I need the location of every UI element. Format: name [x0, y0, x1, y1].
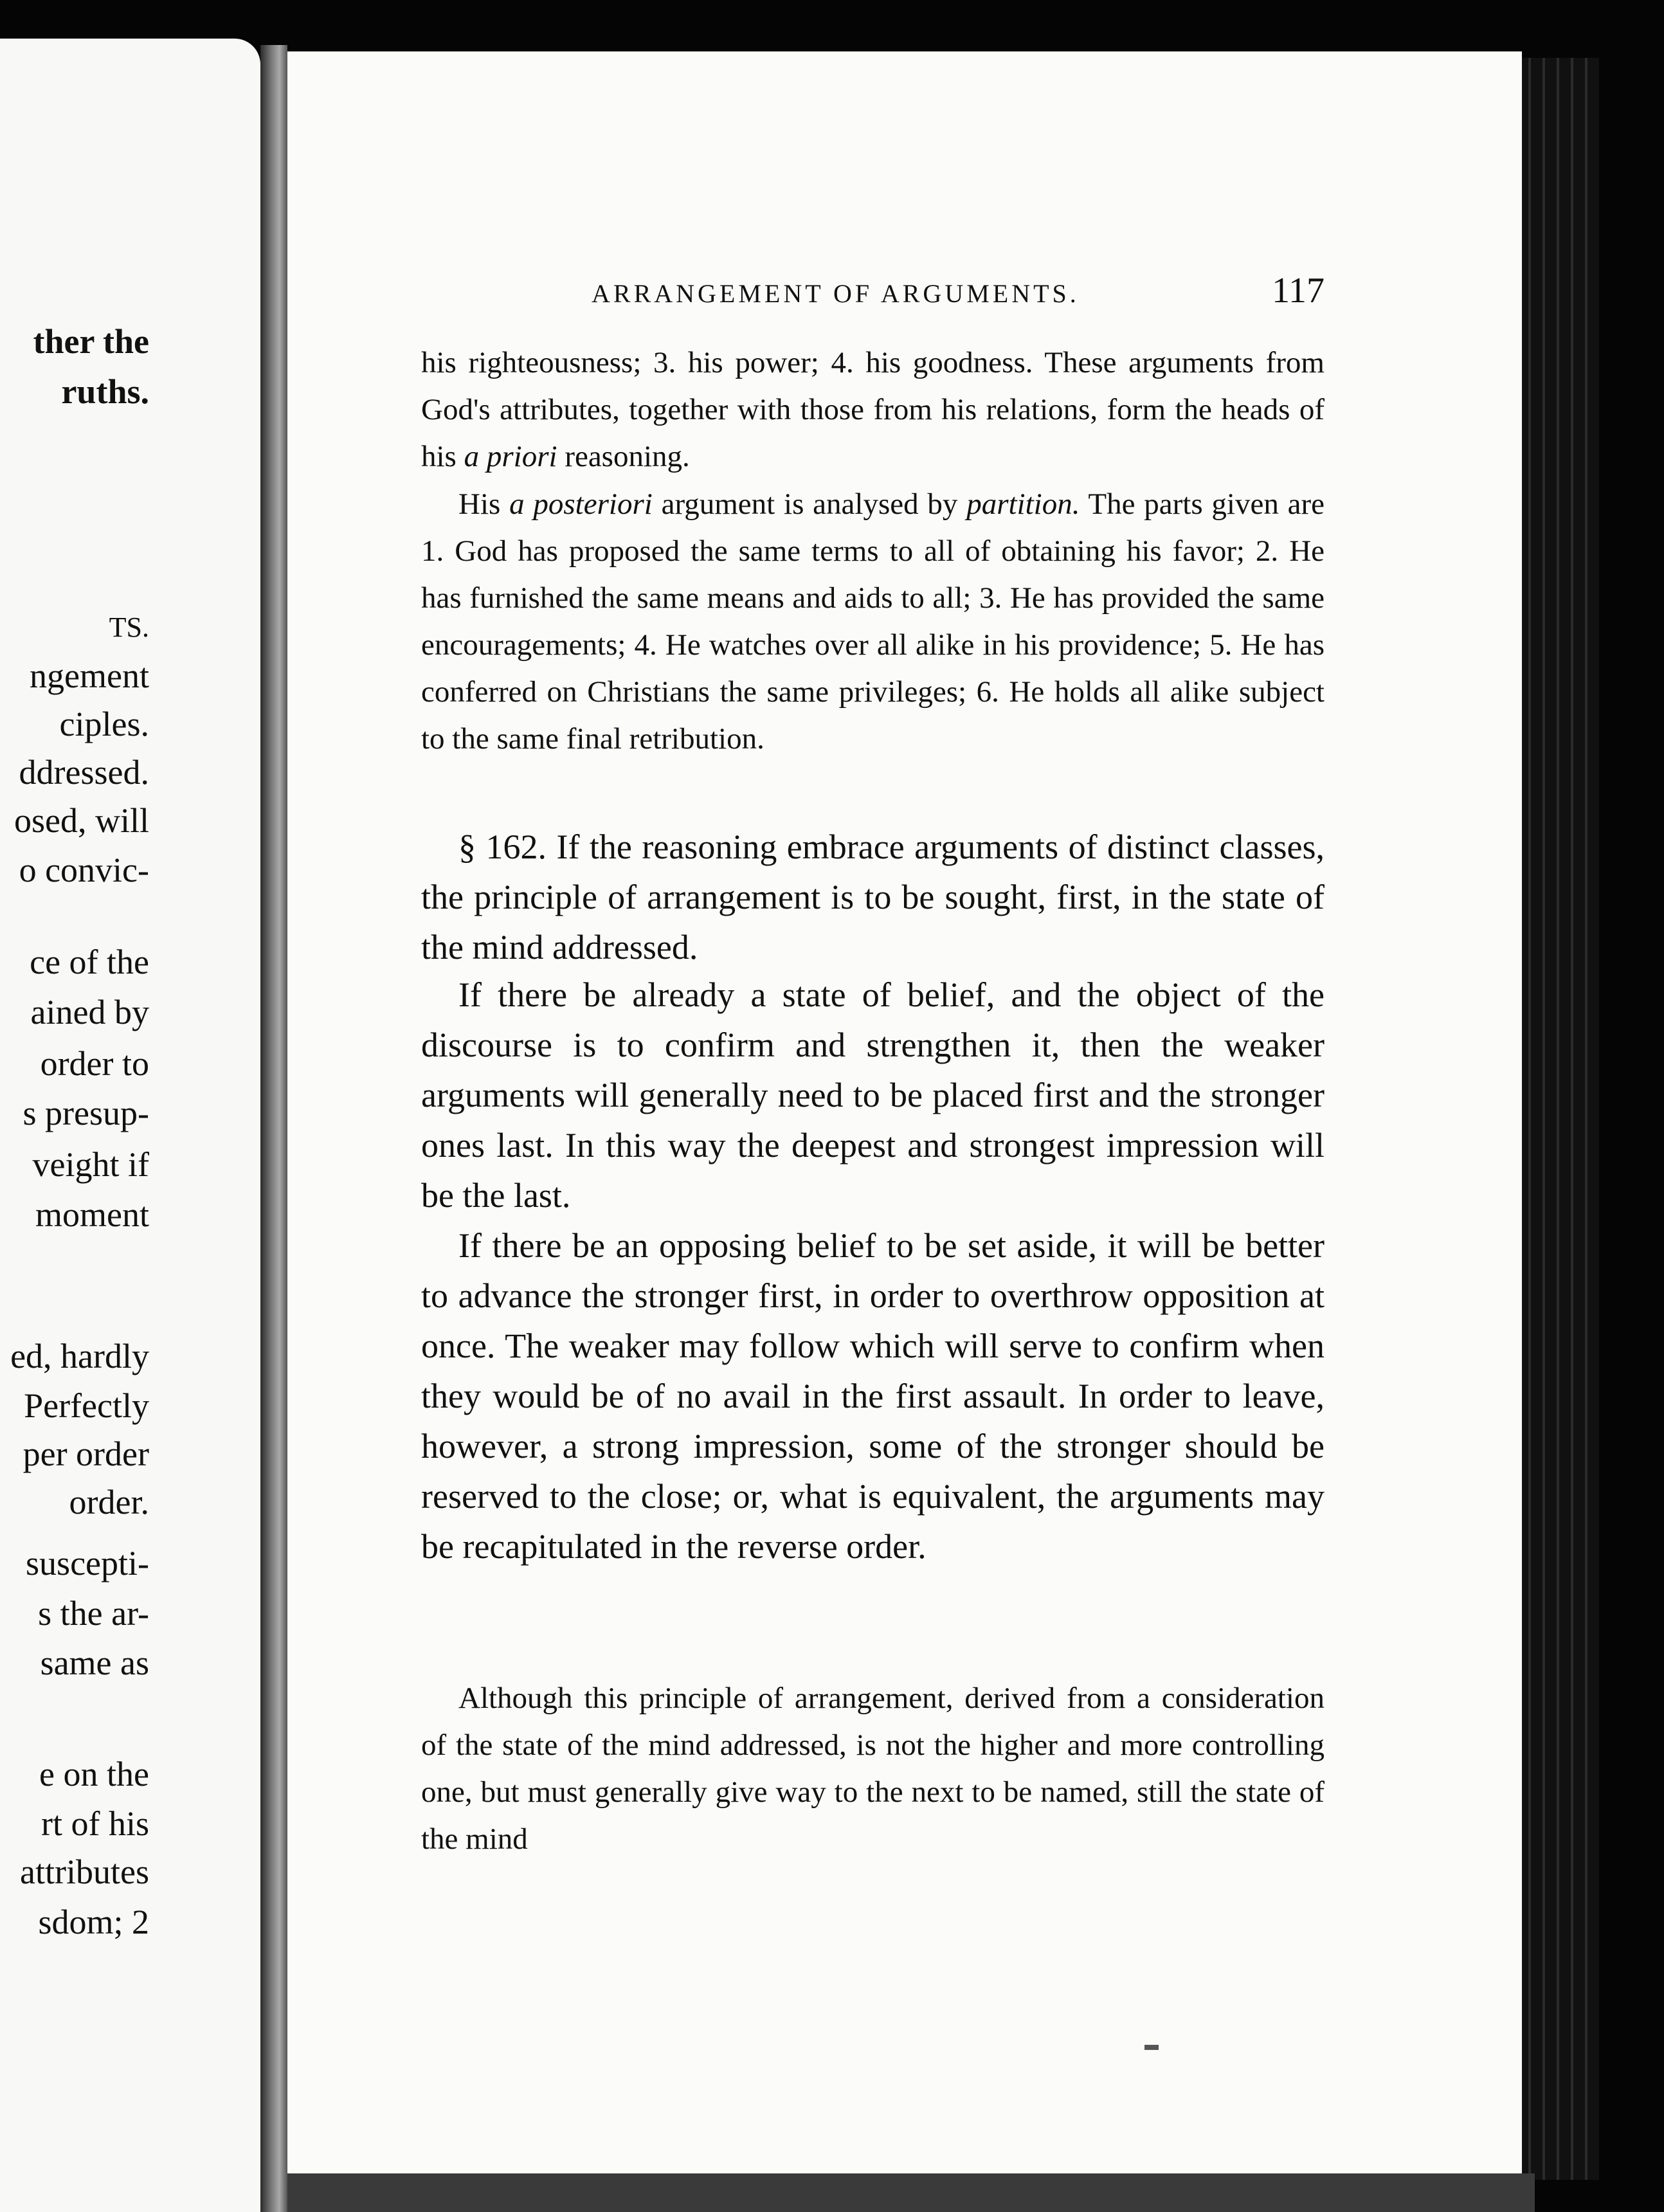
- facing-page: [0, 39, 260, 2212]
- facing-page-line: s presup-: [23, 1094, 149, 1132]
- bottom-shadow: [287, 2173, 1535, 2212]
- text-run: argument is analysed by: [652, 487, 967, 521]
- text-run: The parts given are 1. God has proposed the same terms to all of obtaining his favor; 2. He has furnished the same means and aids to all; 3. He has provided the same encouragements; 4. He watches over all alike in his providence; 5. He has conferred on Christians the same privileges; 6. He holds all alike subject to the same final retribution.: [421, 487, 1325, 756]
- ink-speck: [1144, 2045, 1159, 2050]
- facing-page-line: ed, hardly: [10, 1337, 149, 1375]
- facing-page-line: order to: [40, 1044, 149, 1083]
- paragraph-4: If there be already a state of belief, and the object of the discourse is to confirm and strengthen it, then the weaker arguments will generally need to be placed first and the stronger ones last. In this way the deepest and strongest impression will be the last.: [421, 975, 1325, 1215]
- facing-page-line: ngement: [30, 657, 149, 695]
- facing-page-line: o convic-: [19, 851, 149, 889]
- paragraph-1: [421, 340, 1325, 480]
- facing-page-line: ciples.: [59, 705, 149, 743]
- italic-term: a priori: [464, 440, 557, 473]
- facing-page-line: sdom; 2: [38, 1903, 149, 1941]
- facing-page-line: ddressed.: [19, 753, 149, 792]
- page-header: [592, 270, 1325, 311]
- facing-page-line: ther the: [33, 322, 149, 361]
- page-edges: [1522, 58, 1599, 2180]
- facing-page-line: TS.: [109, 612, 149, 643]
- page-number: 117: [1272, 271, 1325, 311]
- facing-page-line: ce of the: [30, 943, 149, 981]
- facing-page-line: order.: [69, 1483, 149, 1521]
- facing-page-line: per order: [23, 1435, 149, 1473]
- text-run: his righteousness; 3. his power; 4. his goodness. These arguments from God's attributes, together with those from his relations, form the heads of his: [421, 346, 1325, 473]
- paragraph-2: [421, 481, 1325, 763]
- paragraph-5: If there be an opposing belief to be set aside, it will be better to advance the stronger first, in order to overthrow opposition at once. The weaker may follow which will serve to confirm when they would be of no avail in the first assault. In order to leave, however, a strong impression, some of the stronger should be reserved to the close; or, what is equivalent, the arguments may be recapitulated in the reverse order.: [421, 1226, 1325, 1566]
- facing-page-line: same as: [40, 1644, 149, 1682]
- book-gutter: [260, 45, 287, 2212]
- text-run: reasoning.: [557, 440, 690, 473]
- facing-page-line: moment: [35, 1195, 149, 1234]
- facing-page-line: veight if: [32, 1145, 149, 1184]
- facing-page-line: rt of his: [41, 1804, 149, 1843]
- facing-page-line: e on the: [39, 1755, 149, 1793]
- paragraph-6: Although this principle of arrangement, derived from a consideration of the state of the mind addressed, is not the higher and more controlling one, but must generally give way to the next to be named, still the state of the mind: [421, 1682, 1325, 1856]
- italic-term: a posteriori: [509, 487, 653, 521]
- facing-page-line: suscepti-: [26, 1544, 149, 1582]
- facing-page-line: attributes: [20, 1853, 149, 1891]
- facing-page-line: s the ar-: [38, 1594, 149, 1633]
- facing-page-line: osed, will: [14, 801, 149, 840]
- facing-page-line: ruths.: [61, 372, 149, 411]
- italic-term: partition.: [966, 487, 1080, 521]
- running-head: ARRANGEMENT OF ARGUMENTS.: [592, 279, 1080, 308]
- facing-page-line: ained by: [30, 993, 149, 1031]
- text-run: His: [458, 487, 510, 521]
- facing-page-line: Perfectly: [24, 1386, 149, 1425]
- section-162-paragraph: § 162. If the reasoning embrace arguments of distinct classes, the principle of arrangement is to be sought, first, in the state of the mind addressed.: [421, 828, 1325, 966]
